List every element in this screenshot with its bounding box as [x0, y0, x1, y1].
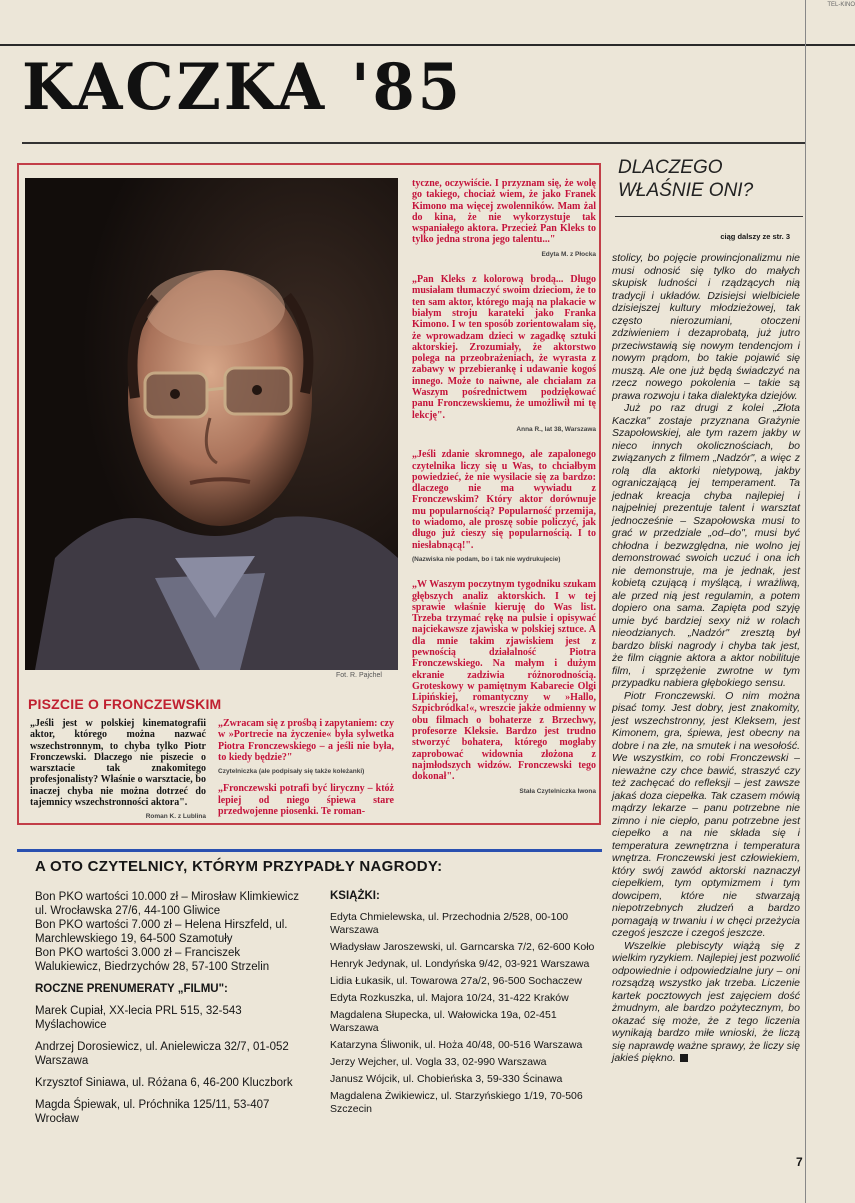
end-mark-icon: [680, 1054, 688, 1062]
letter-signature: Czytelniczka (ale podpisały się także koleżanki): [218, 768, 365, 776]
article-title-line: DLACZEGO: [618, 157, 723, 178]
article-paragraph: Piotr Fronczewski. O nim można pisać tomy. Jest dobry, jest znakomity, jest wszechstronny, jest Kleksem, jest Kimonem, gra, śpiewa, jest obecny na dobre i na złe, na smutek i na wesołość. We wszystkim, co robi Fronczewski – nieważne czy chce bawić, straszyć czy też zachęcać do refleksji – jest zawsze jakaś doza ciepełka. Tak czasem mówią mądrzy lekarze – panu potrzebne nie zimno i nie ciepło, panu potrzebne jest ciepełko a na nie składa się i temperatura zewnętrzna i temperatura wnętrza. Fronczewski jest człowiekiem, który swój zawód aktorski naznaczył ciepełkiem, tym optymizmem i tym dowcipem, które nie stwarzają niepotrzebnych złudzeń a bardzo pomagają w trwaniu i w chęci przeżycia czegoś jeszcze i czegoś jeszcze.: [612, 689, 800, 939]
prizes-divider: [17, 849, 602, 852]
prize-entry: Magdalena Słupecka, ul. Wałowicka 19a, 02-451 Warszawa: [330, 1009, 557, 1034]
prize-entry: Bon PKO wartości 10.000 zł – Mirosław Klimkiewicz ul. Wrocławska 27/6, 44-100 Gliwice: [35, 891, 299, 917]
article-paragraph: stolicy, bo pojęcie prowincjonalizmu nie musi odnosić się tylko do małych skupisk ludności i rządzących nią tradycji i układów. Dzisiejsi wielbiciele dzisiejszej kultury młodzieżowej, tak często nierozumiani, otoczeni zdziwieniem i dezaprobatą, już jutro przeciwstawią się nowym tendencjom i nowym prądom, bo takie pojawić się muszą. Ale one już będą świadczyć na rzecz nowego pokolenia – takie są prawa rozwoju i taka dialektyka dziejów.: [612, 252, 800, 402]
page-edge-rule: [805, 0, 806, 1203]
page-number: 7: [796, 1155, 803, 1169]
prize-entry: Janusz Wójcik, ul. Chobieńska 3, 59-330 Ścinawa: [330, 1073, 563, 1085]
article-paragraph-text: Wszelkie plebiscyty wiążą się z wielkim ryzykiem. Najlepiej jest pozwolić odpowiednie i odpowiedzialne jury – oni rozsądzą wszystko jak trzeba. Liczenie kartek pocztowych jest zajęciem dość żmudnym, ale bardzo pożytecznym, bo okazać się może, że z tego liczenia wynikają bardzo miłe wnioski, że liczą się naprawdę ważne sprawy, że liczy się jakieś piękno.: [612, 939, 800, 1064]
article-body: [612, 252, 800, 1065]
letter-text: tyczne, oczywiście. I przyznam się, że wolę go takiego, chociaż wiem, że jako Franek Kimono ma więcej zwolenników. Mam żal do kina, że nie wykorzystuje tak wspaniałego aktora. Przecież Pan Kleks to tylko jedna strona jego talentu...": [412, 178, 596, 246]
photo-credit: Fot. R. Pajchel: [336, 672, 382, 679]
prize-entry: Krzysztof Siniawa, ul. Różana 6, 46-200 Kluczbork: [35, 1077, 293, 1089]
prize-entry: Andrzej Dorosiewicz, ul. Anielewicza 32/7, 01-052 Warszawa: [35, 1041, 289, 1067]
prize-entry: Magda Śpiewak, ul. Próchnika 125/11, 53-407 Wrocław: [35, 1099, 270, 1125]
article-paragraph: Już po raz drugi z kolei „Złota Kaczka" zostaje przyznana Grażynie Szapołowskiej, ale tym razem jakby w nieco innych okolicznościach, bo związanych z filmem „Nadzór", a więc z rolą dla aktorki nietypową, jakby ograniczającą jej temperament. Ta jednak kreacja chyba najlepiej i najpełniej prezentuje talent i warsztat jednocześnie – Szapołowska musi to grać w przedziale „od–do", musi być chłodna i bezwzględna, nie wolno jej demonstrować swoich uczuć i ona ich nie demonstruje, ma je jednak, jest kobietą czującą i myślącą, i wrażliwą, ale przed nią jest regulamin, a potem dopiero ona sama. Zapięta pod szyję umie być bardziej sexy niż w rolach nieodzianych. „Nadzór" zresztą był bardzo bliski nagrody i chyba tak jest, że film ciągnie aktora a aktor nobilituje film, i sprzężenie zwrotne w tym przypadku nabiera głębokiego sensu.: [612, 402, 800, 689]
letter-signature: Stała Czytelniczka Iwona: [519, 787, 596, 795]
letter-signature: Anna R., lat 38, Warszawa: [516, 425, 596, 433]
letter-column-2: [218, 718, 394, 817]
prize-entry: Władysław Jaroszewski, ul. Garncarska 7/2, 62-600 Koło: [330, 941, 595, 953]
letter-column-1: [30, 718, 206, 823]
prize-entry: Jerzy Wejcher, ul. Vogla 33, 02-990 Warszawa: [330, 1056, 547, 1068]
letter-signature: Roman K. z Lublina: [145, 813, 206, 821]
prize-entry: Marek Cupiał, XX-lecia PRL 515, 32-543 Myślachowice: [35, 1005, 242, 1031]
letter-text: „Pan Kleks z kolorową brodą... Długo musiałam tłumaczyć swoim dzieciom, że to ten sam aktor, którego mają na plakacie w białym stroju karateki jako Franka Kimono. I w ten sposób zorientowałam się, że wprowadzam dzieci w zagadkę sztuki aktorskiej. Zrozumiały, że aktorstwo polega na przeobrażeniach, że wyrasta z zabawy w przebierankę i udawanie kogoś innego. Może to naiwne, ale chciałam za Waszym pośrednictwem podziękować panu Fronczewskiemu, że umożliwił mi tę lekcję".: [412, 274, 596, 421]
letter-text: „Zwracam się z prośbą i zapytaniem: czy w »Portrecie na życzenie« była sylwetka Piotra Fronczewskiego – a jeśli nie była, to kiedy będzie?": [218, 718, 394, 763]
prize-entry: Bon PKO wartości 3.000 zł – Franciszek Walukiewicz, Biedrzychów 28, 57-100 Strzelin: [35, 947, 270, 973]
letters-heading: PISZCIE O FRONCZEWSKIM: [28, 696, 222, 712]
corner-header-fragment: TEL-KINO: [827, 2, 855, 8]
letter-column-3: [412, 178, 596, 797]
letter-signature: (Nazwiska nie podam, bo i tak nie wydrukujecie): [412, 555, 561, 563]
article-title-rule: [615, 216, 803, 217]
page-title: KACZKA '85: [22, 50, 463, 125]
article-title: [618, 156, 753, 202]
prize-entry: Bon PKO wartości 7.000 zł – Helena Hirszfeld, ul. Marchlewskiego 19, 64-500 Szamotuły: [35, 919, 288, 945]
prizes-right-column: [330, 890, 605, 1116]
books-heading: KSIĄŻKI:: [330, 890, 380, 902]
title-rule: [22, 142, 805, 144]
prize-entry: Lidia Łukasik, ul. Towarowa 27a/2, 96-500 Sochaczew: [330, 975, 582, 987]
subscriptions-heading: ROCZNE PRENUMERATY „FILMU":: [35, 983, 228, 995]
letter-text: „W Waszym poczytnym tygodniku szukam głębszych analiz aktorskich. I w tej sprawie właśnie kieruję do Was list. Trzeba trzymać rękę na pulsie i opisywać najciekawsze zjawiska w polskiej sztuce. A dla mnie takim zjawiskiem jest z pewnością działalność Piotra Fronczewskiego. Na małym i dużym ekranie zadziwia różnorodnością. Groteskowy w pamiętnym Kabarecie Olgi Lipińskiej, romantyczny w »Hallo, Szpicbródka!«, wreszcie jakże odmienny w obu filmach o bohaterze z Brzechwy, profesorze Kleksie. Bardzo jest trudno stworzyć bohatera, którego mogłaby zaprobować widownia złożona z najmłodszych widzów. Fronczewski tego dokonał".: [412, 579, 596, 783]
letter-text: „Jeśli zdanie skromnego, ale zapalonego czytelnika liczy się u Was, to chciałbym powiedzieć, że nie wysilacie się za bardzo: dlaczego nie ma wywiadu z Fronczewskim? Który aktor dorównuje mu popularnością? Popularność przemija, to wiadomo, ale proszę sobie policzyć, jak długo już cieszy się popularnością. I to niesłabnącą!".: [412, 449, 596, 551]
prize-entry: Edyta Chmielewska, ul. Przechodnia 2/528, 00-100 Warszawa: [330, 911, 569, 936]
actor-photo: [25, 178, 398, 670]
letter-signature: Edyta M. z Płocka: [541, 250, 596, 258]
letter-text: „Jeśli jest w polskiej kinematografii aktor, którego można nazwać wszechstronnym, to chyba tylko Piotr Fronczewski. Dlaczego nie piszecie o warsztacie tak znakomitego profesjonalisty? Właśnie o warsztacie, bo inaczej chyba nie można dotrzeć do tajemnicy wszechstronności aktora".: [30, 718, 206, 809]
article-paragraph: [612, 940, 800, 1065]
continued-note: ciąg dalszy ze str. 3: [720, 232, 790, 241]
letter-text: „Fronczewski potrafi być liryczny – któż lepiej od niego śpiewa stare przedwojenne piosenki. Te roman-: [218, 783, 394, 818]
prize-entry: Katarzyna Śliwonik, ul. Hoża 40/48, 00-516 Warszawa: [330, 1039, 583, 1051]
article-title-line: WŁAŚNIE ONI?: [618, 180, 754, 201]
prizes-left-column: [35, 890, 303, 1126]
prize-entry: Edyta Rozkuszka, ul. Majora 10/24, 31-422 Kraków: [330, 992, 569, 1004]
top-rule: [0, 44, 855, 46]
prize-entry: Henryk Jedynak, ul. Londyńska 9/42, 03-921 Warszawa: [330, 958, 590, 970]
prizes-title: A OTO CZYTELNICY, KTÓRYM PRZYPADŁY NAGRODY:: [35, 858, 443, 875]
portrait-illustration: [25, 178, 398, 670]
prize-entry: Magdalena Żwikiewicz, ul. Starzyńskiego 1/19, 70-506 Szczecin: [330, 1090, 583, 1115]
